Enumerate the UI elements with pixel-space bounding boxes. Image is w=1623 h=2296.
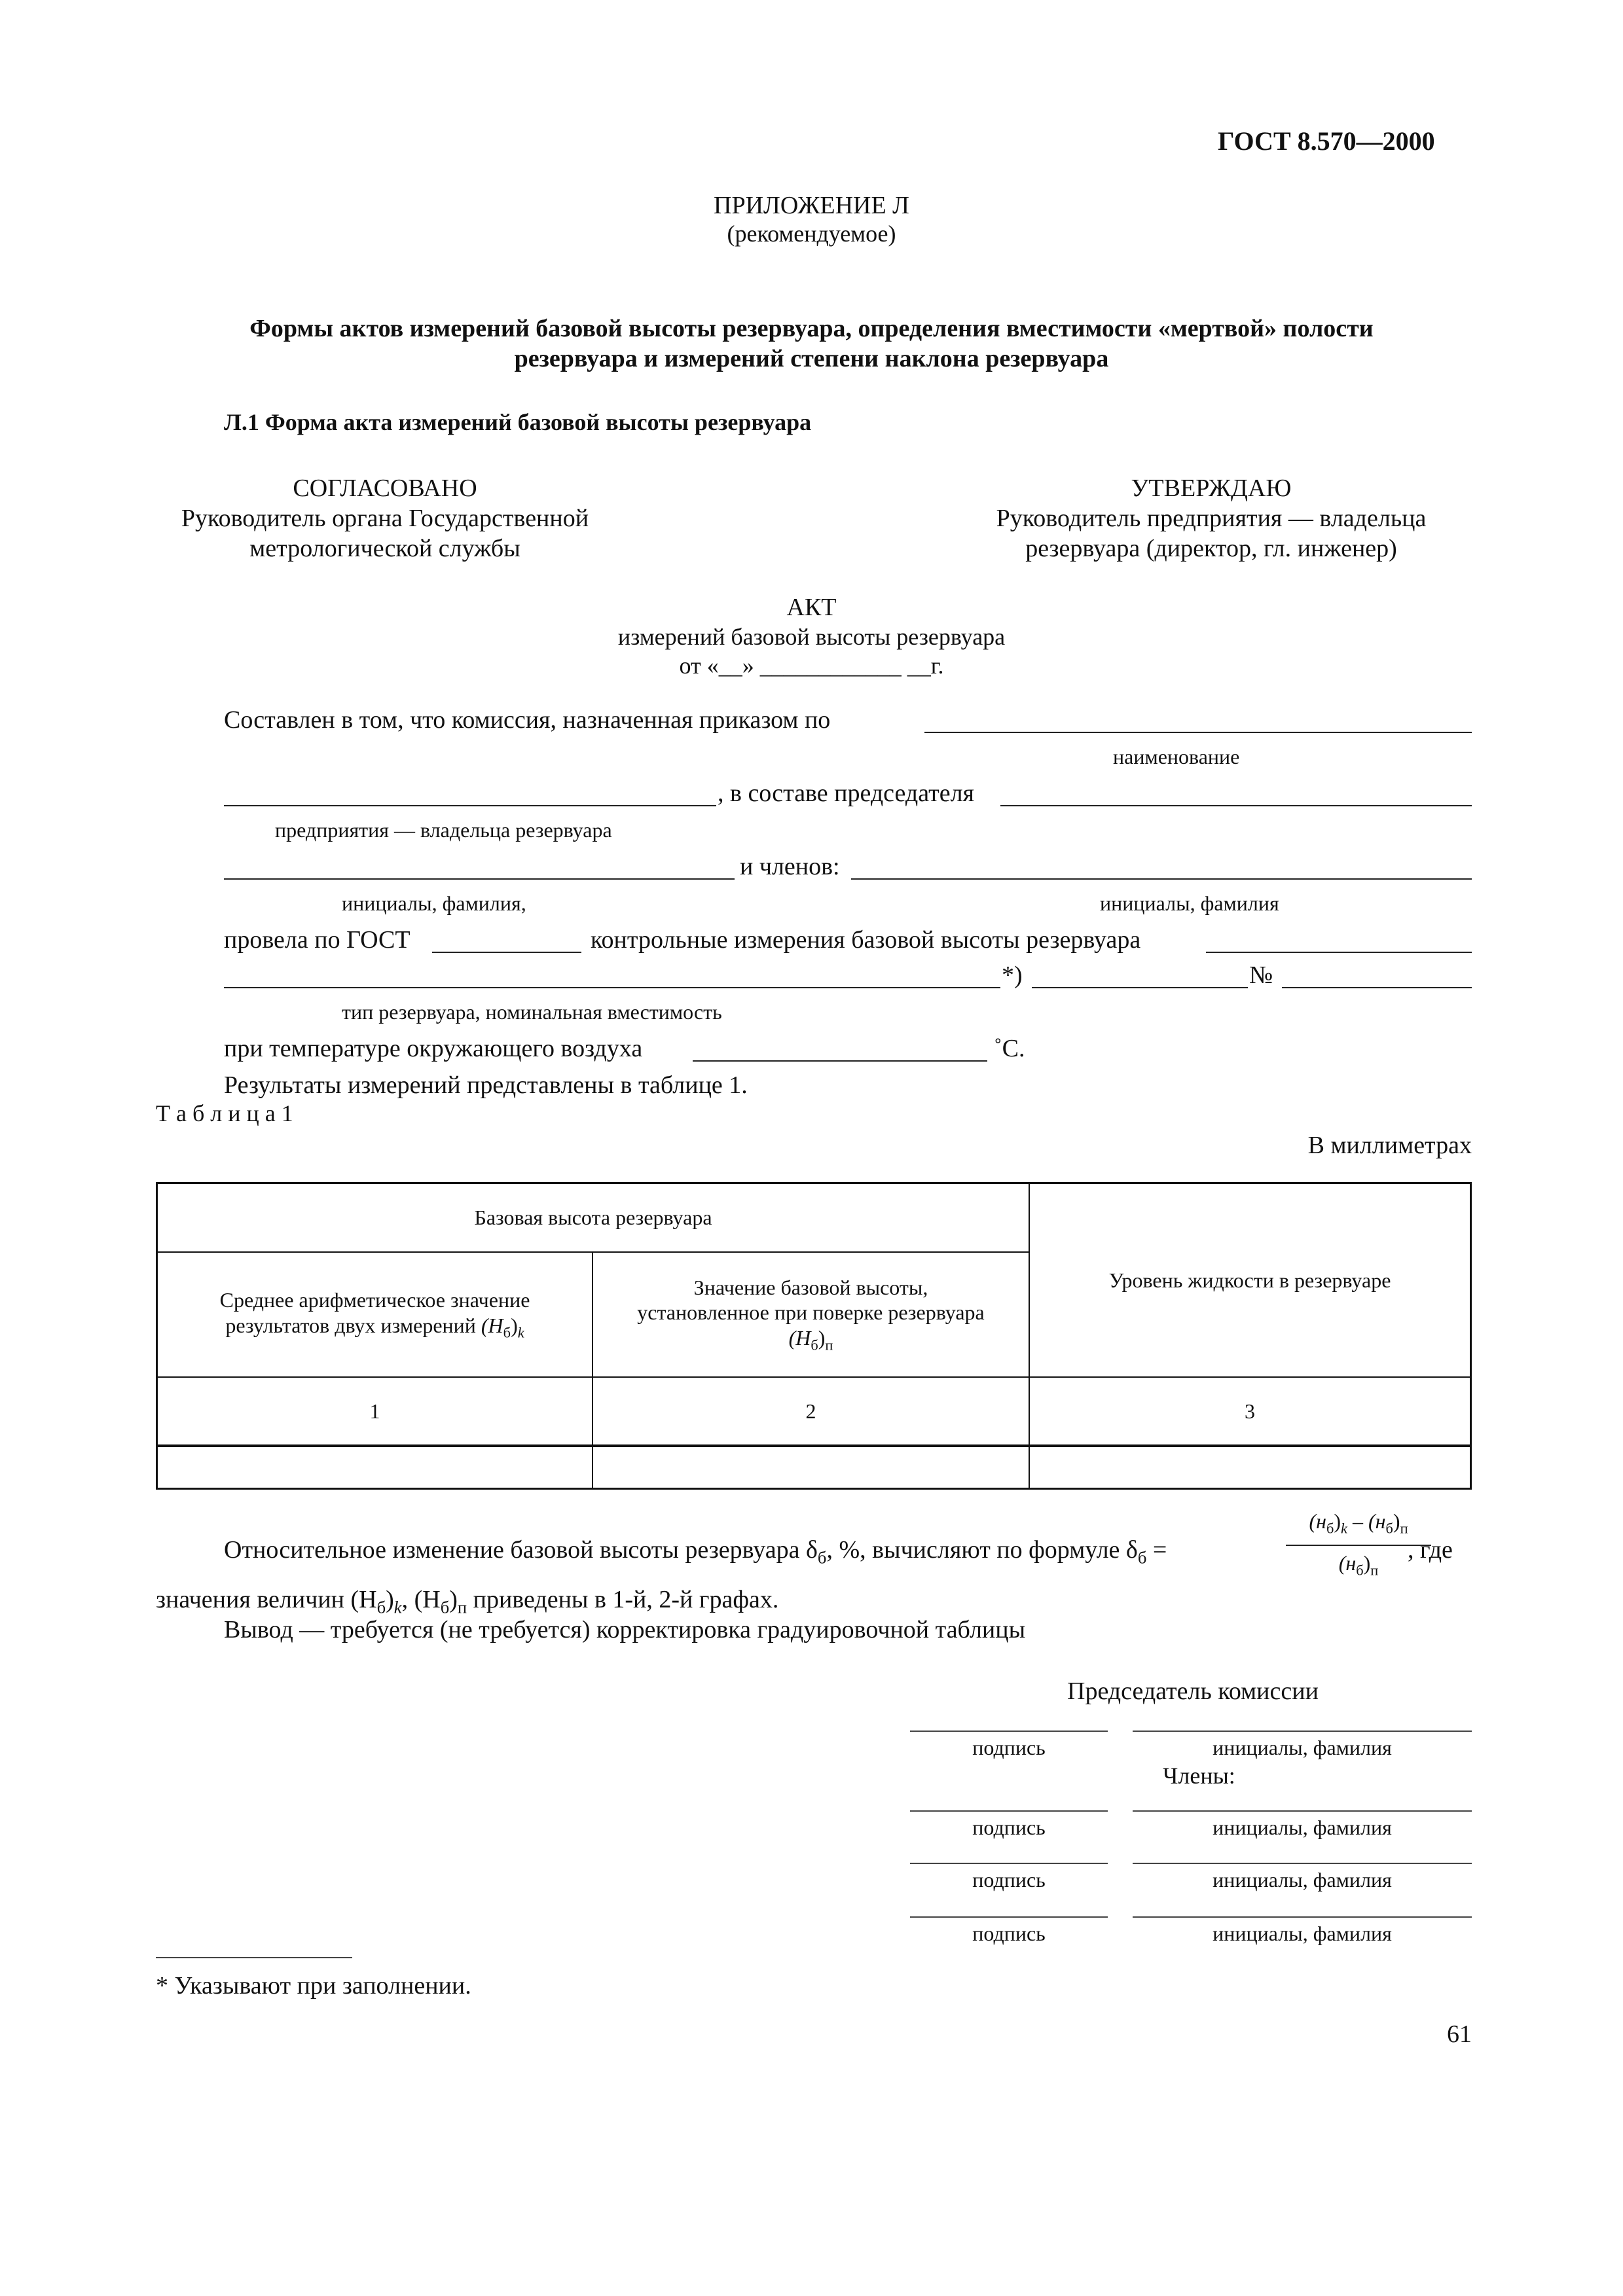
members-label: Члены: — [1163, 1763, 1235, 1789]
formula-line2: значения величин $(Н_б)_k$, $(Н_б)_п$ приведены в 1-й, 2-й графах. — [156, 1586, 779, 1617]
footnote: * Указывают при заполнении. — [156, 1972, 471, 2000]
form-line3-text: и членов: — [740, 853, 840, 880]
approval-right-line2: резервуара (директор, гл. инженер) — [1025, 535, 1397, 562]
table-num2: 2 — [805, 1399, 816, 1423]
member1-initials-line[interactable] — [1133, 1810, 1472, 1812]
member3-signature-line[interactable] — [910, 1916, 1108, 1918]
document-code: ГОСТ 8.570—2000 — [1218, 126, 1435, 156]
act-subtitle: измерений базовой высоты резервуара — [617, 624, 1006, 650]
order-field[interactable] — [924, 732, 1472, 733]
table-value-col2[interactable] — [593, 1447, 1029, 1488]
chair-sign-label: подпись — [972, 1736, 1046, 1759]
hint-enterprise: предприятия — владельца резервуара — [275, 818, 612, 842]
conclusion: Вывод — требуется (не требуется) корректировка градуировочной таблицы — [224, 1616, 1026, 1643]
member3-initials-label: инициалы, фамилия — [1213, 1922, 1392, 1945]
member1-signature-line[interactable] — [910, 1810, 1108, 1812]
act-title: АКТ — [786, 594, 837, 621]
member2-initials-line[interactable] — [1133, 1863, 1472, 1864]
formula-text-after: , где — [1408, 1536, 1453, 1564]
form-line5-no: № — [1249, 961, 1273, 989]
formula-text-before: Относительное изменение базовой высоты резервуара $\delta_б$, %, вычисляют по формуле $\delta_б$ = — [224, 1536, 1167, 1568]
tank-location-field[interactable] — [1032, 987, 1248, 988]
table-value-col1[interactable] — [158, 1447, 592, 1488]
approval-left-line1: Руководитель органа Государственной — [181, 505, 589, 532]
form-line1-text: Составлен в том, что комиссия, назначенная приказом по — [224, 706, 831, 734]
appendix-subtitle: (рекомендуемое) — [727, 221, 896, 247]
footnote-divider — [156, 1957, 352, 1958]
table-col1-header: Среднее арифметическое значение результатов двух измерений $(Н_б)_k$ — [219, 1288, 530, 1340]
table-col2-header: Значение базовой высоты, установленное при поверке резервуара $(Н_б)_п$ — [637, 1275, 985, 1354]
approval-left-line2: метрологической службы — [249, 535, 520, 562]
main-title-line1: Формы актов измерений базовой высоты резервуара, определения вместимости «мертвой» полости — [249, 315, 1374, 342]
enterprise-field[interactable] — [224, 805, 716, 806]
members-field-right[interactable] — [851, 878, 1472, 880]
form-line6-text: при температуре окружающего воздуха — [224, 1035, 643, 1062]
member1-sign-label: подпись — [972, 1816, 1046, 1839]
chairman-field[interactable] — [1000, 805, 1472, 806]
member2-initials-label: инициалы, фамилия — [1213, 1868, 1392, 1892]
main-title-line2: резервуара и измерений степени наклона резервуара — [514, 345, 1109, 372]
measurements-table — [156, 1182, 1472, 1490]
form-line6-unit: ˚С. — [994, 1035, 1025, 1062]
form-line7-text: Результаты измерений представлены в таблице 1. — [224, 1071, 748, 1099]
approval-left-head: СОГЛАСОВАНО — [293, 475, 477, 502]
member3-sign-label: подпись — [972, 1922, 1046, 1945]
member2-sign-label: подпись — [972, 1868, 1046, 1892]
tank-field[interactable] — [1206, 952, 1472, 953]
appendix-title: ПРИЛОЖЕНИЕ Л — [714, 192, 909, 219]
hint-type: тип резервуара, номинальная вместимость — [342, 1000, 722, 1024]
page-number: 61 — [1447, 2020, 1472, 2048]
approval-right-line1: Руководитель предприятия — владельца — [996, 505, 1427, 532]
form-line4-text: контрольные измерения базовой высоты резервуара — [591, 926, 1141, 954]
table-caption: Т а б л и ц а 1 — [156, 1100, 293, 1126]
temperature-field[interactable] — [693, 1060, 987, 1062]
hint-initials-right: инициалы, фамилия — [1100, 891, 1279, 915]
member3-initials-line[interactable] — [1133, 1916, 1472, 1918]
members-field-left[interactable] — [224, 878, 735, 880]
chair-signature-line[interactable] — [910, 1731, 1108, 1732]
table-value-col3[interactable] — [1030, 1447, 1470, 1488]
tank-number-field[interactable] — [1282, 987, 1472, 988]
table-col3-header: Уровень жидкости в резервуаре — [1108, 1268, 1391, 1292]
form-line2-text: , в составе председателя — [718, 780, 975, 807]
chair-label: Председатель комиссии — [1067, 1677, 1319, 1705]
table-num3: 3 — [1245, 1399, 1255, 1423]
act-date: от «__» ____________ __г. — [679, 653, 944, 679]
gost-field[interactable] — [432, 952, 581, 953]
hint-name: наименование — [1113, 745, 1240, 768]
table-units: В миллиметрах — [1307, 1132, 1472, 1159]
table-num1: 1 — [369, 1399, 380, 1423]
form-line5-mark: *) — [1002, 961, 1023, 989]
section-title: Л.1 Форма акта измерений базовой высоты резервуара — [224, 409, 812, 435]
hint-initials-left: инициалы, фамилия, — [342, 891, 526, 915]
chair-initials-line[interactable] — [1133, 1731, 1472, 1732]
member2-signature-line[interactable] — [910, 1863, 1108, 1864]
approval-right-head: УТВЕРЖДАЮ — [1131, 475, 1292, 502]
formula-denominator: $(н_б)_п$ — [1338, 1551, 1379, 1579]
formula-numerator: $(н_б)_k - (н_б)_п$ — [1309, 1509, 1408, 1537]
form-line4-prefix: провела по ГОСТ — [224, 926, 410, 954]
table-group-header: Базовая высота резервуара — [474, 1206, 712, 1230]
tank-type-field[interactable] — [224, 987, 1000, 988]
chair-initials-label: инициалы, фамилия — [1213, 1736, 1392, 1759]
member1-initials-label: инициалы, фамилия — [1213, 1816, 1392, 1839]
